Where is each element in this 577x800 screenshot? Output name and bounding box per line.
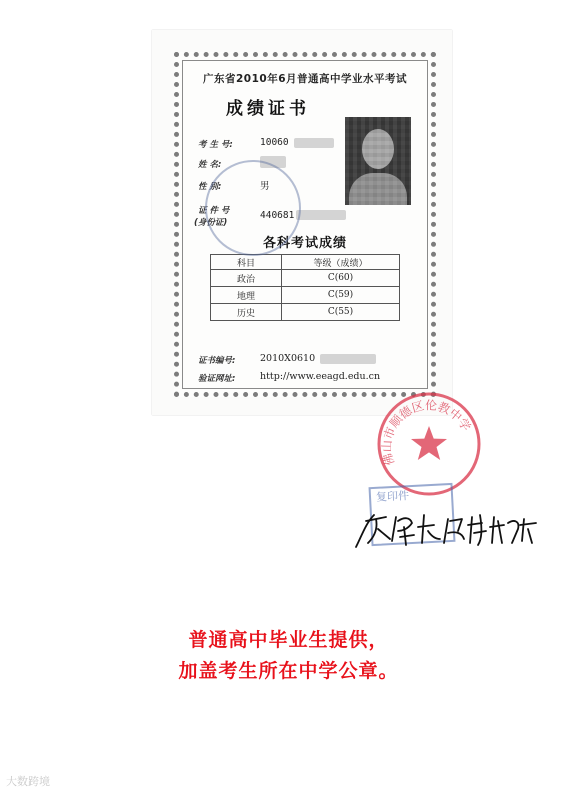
certificate-title: 成绩证书 [226, 99, 310, 119]
certificate-number-redaction [320, 354, 376, 364]
red-seal-text: 佛山市顺德区伦教中学 [379, 398, 474, 468]
subject-cell: 历史 [211, 304, 282, 321]
grade-header: 等级（成绩） [282, 255, 400, 270]
id-sub-label: (身份证) [194, 218, 228, 228]
verify-url-value: http://www.eeagd.edu.cn [260, 371, 381, 382]
subject-cell: 政治 [211, 270, 282, 287]
copy-stamp-text: 复印件 [375, 489, 410, 504]
id-redaction [296, 210, 346, 220]
exam-number-value: 10060 [260, 137, 289, 148]
table-header-row [211, 255, 400, 270]
gender-label: 性 别: [198, 182, 222, 192]
certificate-number-label: 证书编号: [198, 356, 236, 366]
student-photo [345, 117, 411, 205]
blue-circular-stamp [205, 160, 301, 256]
name-label: 姓 名: [198, 160, 222, 170]
notice-line-1: 普通高中毕业生提供， [188, 629, 389, 651]
redaction-block [294, 138, 334, 148]
table-row [211, 287, 400, 304]
scores-table [210, 254, 400, 321]
scores-title: 各科考试成绩 [262, 236, 347, 251]
subject-header: 科目 [211, 255, 282, 270]
notice-line-2: 加盖考生所在中学公章。 [178, 660, 399, 682]
verify-url-label: 验证网址: [198, 374, 236, 384]
grade-cell: C(59) [282, 287, 400, 304]
red-seal-graphic [375, 390, 483, 498]
id-label: 证 件 号 [198, 206, 230, 216]
table-row [211, 304, 400, 321]
grade-cell: C(55) [282, 304, 400, 321]
certificate-header: 广东省2010年6月普通高中学业水平考试 [202, 73, 408, 85]
watermark: 大数跨境 [6, 775, 50, 788]
gender-value: 男 [260, 181, 270, 192]
id-number-value: 440681 [260, 210, 295, 221]
subject-cell: 地理 [211, 287, 282, 304]
school-red-seal [375, 390, 483, 498]
certificate-number-value: 2010X0610 [260, 353, 316, 364]
exam-number-label: 考 生 号: [198, 140, 233, 150]
handwritten-signature [352, 503, 542, 551]
grade-cell: C(60) [282, 270, 400, 287]
table-row [211, 270, 400, 287]
